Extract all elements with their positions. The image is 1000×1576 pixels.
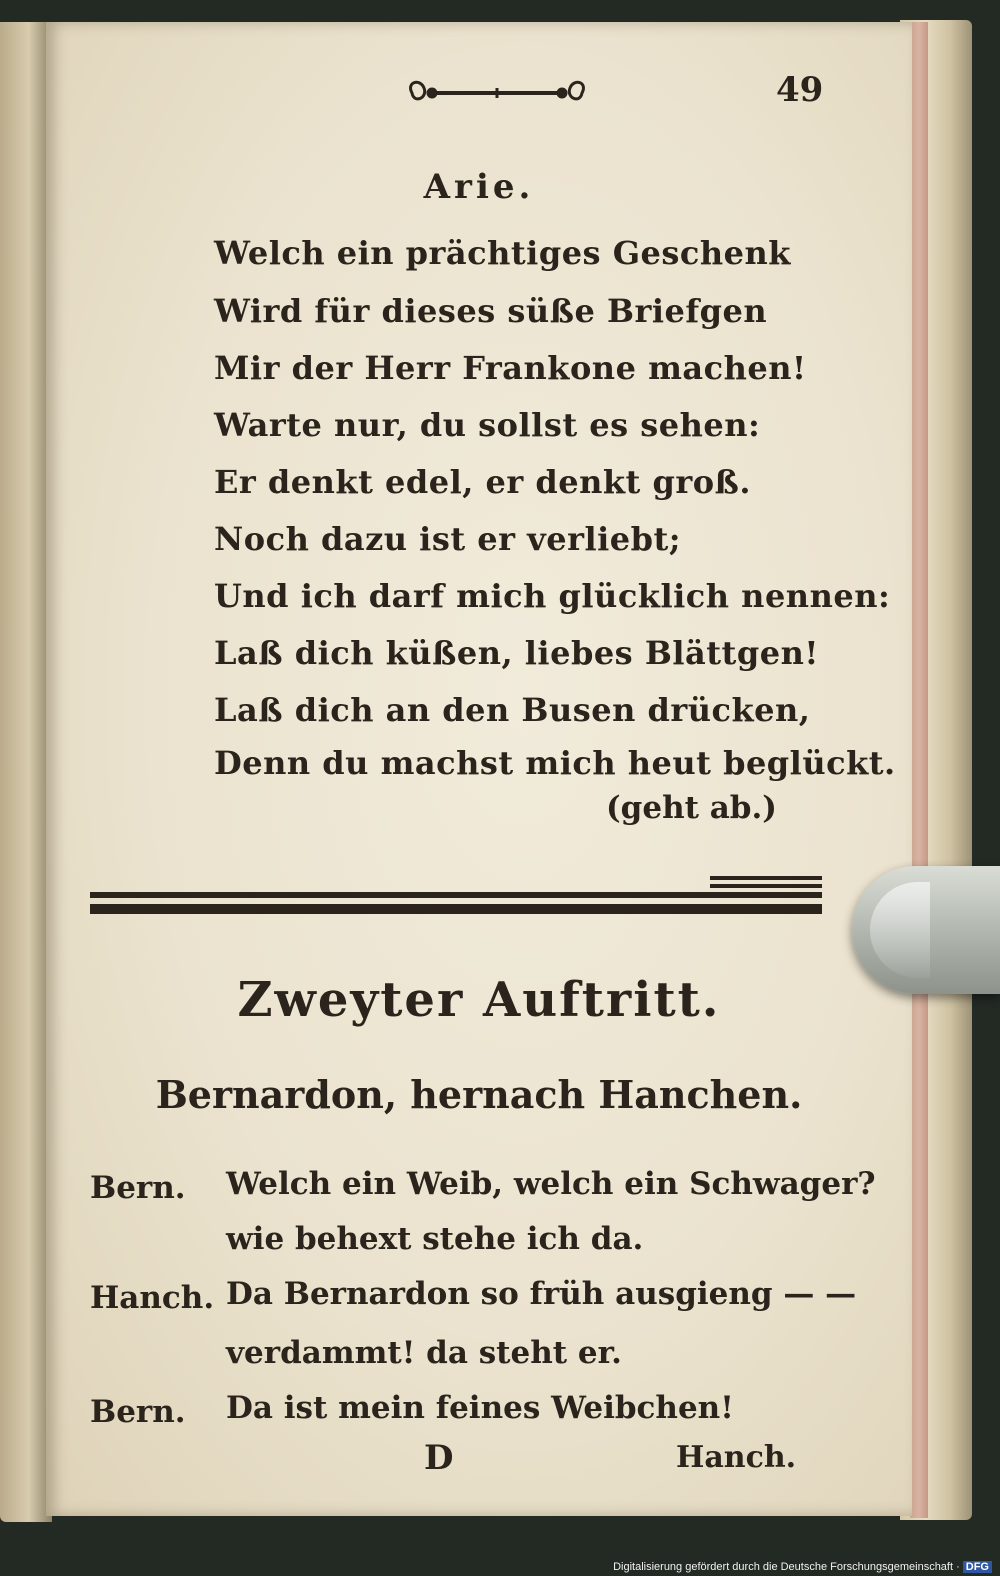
page-number: 49 [776,70,824,110]
scene-heading: Zweyter Auftritt. [237,972,721,1028]
aria-heading: Arie. [423,167,535,207]
dialogue-line: wie behext stehe ich da. [226,1221,644,1257]
left-page-edge [0,22,52,1522]
dialogue-line: verdammt! da steht er. [226,1335,622,1371]
verse-line: Mir der Herr Frankone machen! [214,349,807,387]
verse-line: Laß dich an den Busen drücken, [214,691,811,729]
catchword: Hanch. [676,1440,797,1475]
dialogue-line: Da ist mein feines Weibchen! [226,1390,734,1426]
stage-direction: (geht ab.) [606,790,777,826]
verse-line: Er denkt edel, er denkt groß. [214,463,751,501]
speaker-name: Bern. [90,1394,186,1430]
speaker-name: Bern. [90,1170,186,1206]
verse-line: Denn du machst mich heut beglückt. [214,744,896,782]
verse-line: Warte nur, du sollst es sehen: [214,406,761,444]
red-page-edge [910,22,928,1518]
page-clip-tab [852,866,1000,994]
verse-line: Wird für dieses süße Briefgen [214,292,768,330]
dialogue-line: Da Bernardon so früh ausgieng — — [226,1276,857,1312]
digitization-credit [613,1561,992,1573]
dfg-logo: DFG [963,1561,992,1573]
character-list: Bernardon, hernach Hanchen. [155,1072,803,1117]
verse-line: Noch dazu ist er verliebt; [214,520,682,558]
ornament-icon [402,72,592,114]
verse-line: Welch ein prächtiges Geschenk [214,234,791,272]
double-rule-divider [90,870,822,928]
book-page [46,22,912,1516]
dialogue-line: Welch ein Weib, welch ein Schwager? [226,1166,876,1202]
signature-mark: D [424,1438,454,1478]
verse-line: Laß dich küßen, liebes Blättgen! [214,634,819,672]
verse-line: Und ich darf mich glücklich nennen: [214,577,891,615]
speaker-name: Hanch. [90,1280,215,1316]
credit-text: Digitalisierung gefördert durch die Deutsche Forschungsgemeinschaft · [613,1561,960,1573]
